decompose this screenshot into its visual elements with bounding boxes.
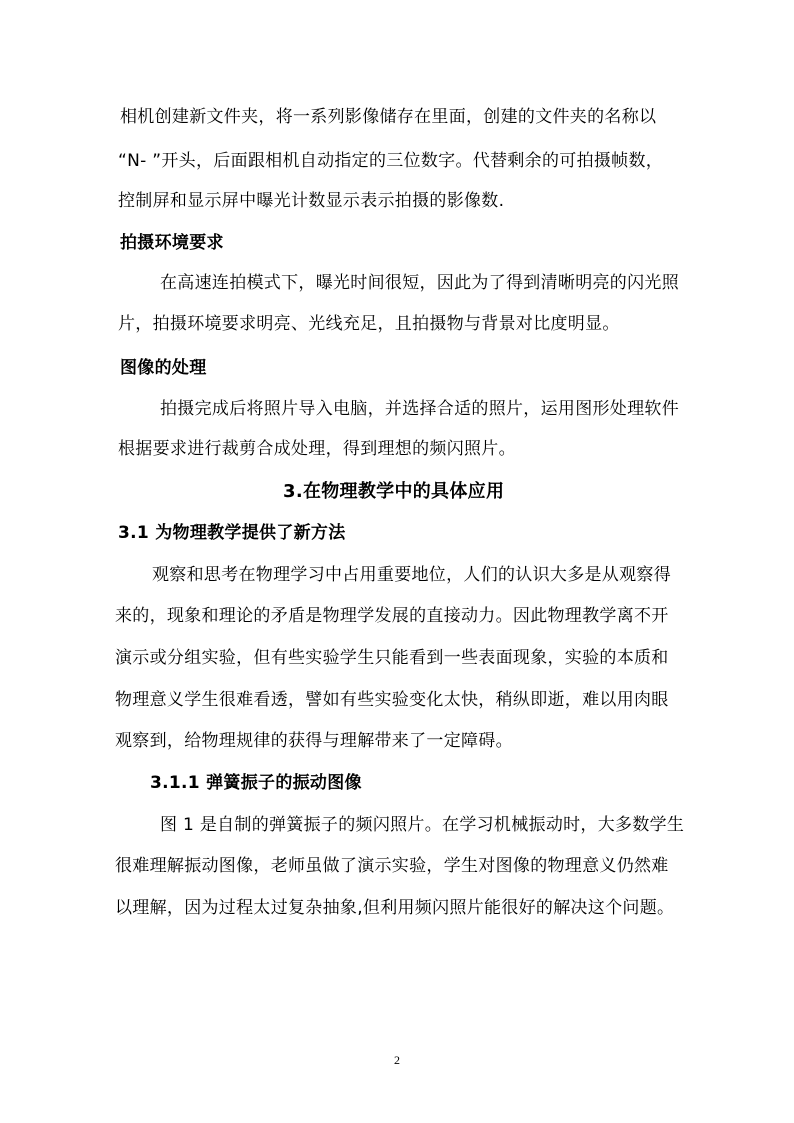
paragraph-line: 图 1 是自制的弹簧振子的频闪照片。在学习机械振动时，大多数学生: [160, 815, 685, 835]
paragraph-line: 相机创建新文件夹，将一系列影像储存在里面，创建的文件夹的名称以: [120, 107, 657, 127]
paragraph-line: 以理解，因为过程太过复杂抽象,但利用频闪照片能很好的解决这个问题。: [115, 898, 675, 918]
paragraph-line: 观察到，给物理规律的获得与理解带来了一定障碍。: [115, 731, 513, 751]
paragraph-line: 根据要求进行裁剪合成处理，得到理想的频闪照片。: [118, 439, 516, 459]
paragraph-line: 演示或分组实验，但有些实验学生只能看到一些表面现象，实验的本质和: [115, 648, 669, 668]
paragraph-line: 拍摄完成后将照片导入电脑，并选择合适的照片，运用图形处理软件: [160, 399, 679, 419]
section-title: 3.在物理教学中的具体应用: [283, 481, 505, 502]
subsection-3-1-1-title: 3.1.1 弹簧振子的振动图像: [150, 773, 362, 793]
paragraph-line: 片，拍摄环境要求明亮、光线充足，且拍摄物与背景对比度明显。: [118, 314, 620, 334]
page-number: 2: [394, 1053, 400, 1067]
paragraph-line: 物理意义学生很难看透，譬如有些实验变化太快，稍纵即逝，难以用肉眼: [115, 690, 669, 710]
paragraph-line: 控制屏和显示屏中曝光计数显示表示拍摄的影像数.: [118, 191, 505, 211]
paragraph-line: “N- ”开头，后面跟相机自动指定的三位数字。代替剩余的可拍摄帧数，: [118, 151, 664, 171]
paragraph-line: 在高速连拍模式下，曝光时间很短，因此为了得到清晰明亮的闪光照: [160, 273, 679, 293]
subsection-3-1-title: 3.1 为物理教学提供了新方法: [118, 523, 346, 543]
paragraph-line: 观察和思考在物理学习中占用重要地位，人们的认识大多是从观察得: [152, 565, 671, 585]
paragraph-line: 来的，现象和理论的矛盾是物理学发展的直接动力。因此物理教学离不开: [115, 606, 669, 626]
paragraph-line: 很难理解振动图像，老师虽做了演示实验，学生对图像的物理意义仍然难: [115, 856, 669, 876]
heading-shooting-environment: 拍摄环境要求: [120, 233, 224, 253]
heading-image-processing: 图像的处理: [120, 358, 207, 378]
